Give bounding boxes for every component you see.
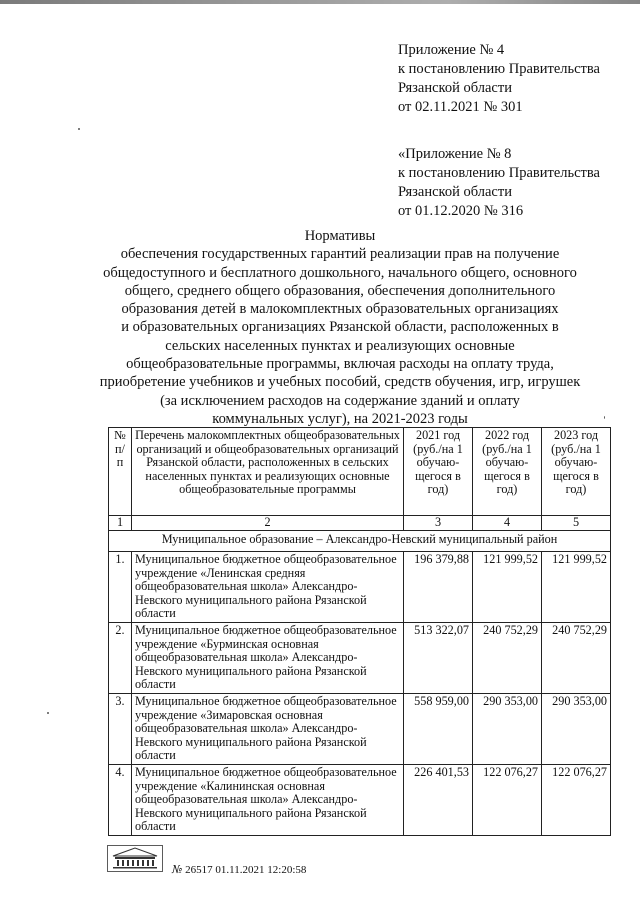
registry-stamp-icon — [107, 845, 163, 872]
section-title: Муниципальное образование – Александро-Невский муниципальный район — [109, 531, 611, 552]
title-line: общеобразовательные программы, включая расходы на оплату труда, — [126, 356, 554, 373]
header-2021: 2021 год (руб./на 1 обучаю-щегося в год) — [404, 428, 473, 516]
appendix-line: Рязанской области — [398, 80, 512, 96]
normatives-table — [108, 427, 611, 836]
appendix-line: Рязанской области — [398, 184, 512, 200]
title-line: сельских населенных пунктах и реализующих основные — [165, 337, 515, 354]
value-2021: 558 959,00 — [404, 694, 473, 765]
appendix-line: к постановлению Правительства — [398, 165, 600, 181]
organization-name: Муниципальное бюджетное общеобразовательное учреждение «Бурминская основная общеобразовательная школа» Александро-Невского муниципального района Рязанской области — [132, 623, 404, 694]
appendix-line: от 02.11.2021 № 301 — [398, 99, 523, 115]
number-sign: № — [172, 863, 183, 876]
scan-speck — [78, 128, 80, 130]
table-row — [109, 552, 611, 623]
scan-top-edge — [0, 0, 640, 4]
value-2022: 290 353,00 — [473, 694, 542, 765]
table-header-row — [109, 428, 611, 516]
header-organization: Перечень малокомплектных общеобразовательных организаций и общеобразовательных организаций Рязанской области, расположенных в сельских населенных пунктах и реализующих основные общеобразовательные программы — [132, 428, 404, 516]
value-2021: 196 379,88 — [404, 552, 473, 623]
scan-speck — [47, 712, 49, 714]
organization-name: Муниципальное бюджетное общеобразовательное учреждение «Калининская основная общеобразовательная школа» Александро-Невского муниципального района Рязанской области — [132, 765, 404, 836]
title-line: (за исключением расходов на содержание зданий и оплату — [160, 392, 520, 409]
table-row — [109, 623, 611, 694]
value-2021: 226 401,53 — [404, 765, 473, 836]
header-number: № п/п — [109, 428, 132, 516]
value-2022: 121 999,52 — [473, 552, 542, 623]
appendix-line: Приложение № 4 — [398, 42, 505, 58]
table-row — [109, 765, 611, 836]
value-2022: 240 752,29 — [473, 623, 542, 694]
appendix-line: от 01.12.2020 № 316 — [398, 203, 524, 219]
appendix-block — [398, 41, 600, 117]
column-index-row — [109, 516, 611, 531]
document-title — [70, 227, 610, 428]
title-line: и образовательных организациях Рязанской области, расположенных в — [121, 319, 559, 336]
scan-speck — [604, 416, 605, 419]
row-number: 3. — [109, 694, 132, 765]
appendix-line: «Приложение № 8 — [398, 146, 512, 162]
column-index: 2 — [132, 516, 404, 531]
registration-ref: 26517 01.11.2021 12:20:58 — [185, 864, 307, 876]
value-2021: 513 322,07 — [404, 623, 473, 694]
value-2023: 122 076,27 — [542, 765, 611, 836]
title-line: коммунальных услуг), на 2021-2023 годы — [212, 410, 468, 427]
appendix-line: к постановлению Правительства — [398, 61, 600, 77]
value-2022: 122 076,27 — [473, 765, 542, 836]
title-heading: Нормативы — [304, 228, 376, 244]
previous-appendix-block — [398, 145, 600, 221]
column-index: 1 — [109, 516, 132, 531]
organization-name: Муниципальное бюджетное общеобразовательное учреждение «Зимаровская основная общеобразовательная школа» Александро-Невского муниципального района Рязанской области — [132, 694, 404, 765]
title-line: приобретение учебников и учебных пособий, средств обучения, игр, игрушек — [99, 374, 581, 391]
value-2023: 121 999,52 — [542, 552, 611, 623]
document-registration-number — [172, 863, 306, 876]
row-number: 1. — [109, 552, 132, 623]
column-index: 5 — [542, 516, 611, 531]
value-2023: 290 353,00 — [542, 694, 611, 765]
section-row — [109, 531, 611, 552]
title-line: общего, среднего общего образования, обеспечения дополнительного — [124, 282, 556, 299]
row-number: 2. — [109, 623, 132, 694]
header-2023: 2023 год (руб./на 1 обучаю-щегося в год) — [542, 428, 611, 516]
title-line: обеспечения государственных гарантий реализации прав на получение — [120, 246, 560, 263]
table-row — [109, 694, 611, 765]
header-2022: 2022 год (руб./на 1 обучаю-щегося в год) — [473, 428, 542, 516]
column-index: 3 — [404, 516, 473, 531]
organization-name: Муниципальное бюджетное общеобразовательное учреждение «Ленинская средняя общеобразовательная школа» Александро-Невского муниципального района Рязанской области — [132, 552, 404, 623]
title-line: общедоступного и бесплатного дошкольного, начального общего, основного — [103, 264, 577, 281]
title-line: образования детей в малокомплектных образовательных организациях — [121, 301, 559, 318]
row-number: 4. — [109, 765, 132, 836]
column-index: 4 — [473, 516, 542, 531]
value-2023: 240 752,29 — [542, 623, 611, 694]
